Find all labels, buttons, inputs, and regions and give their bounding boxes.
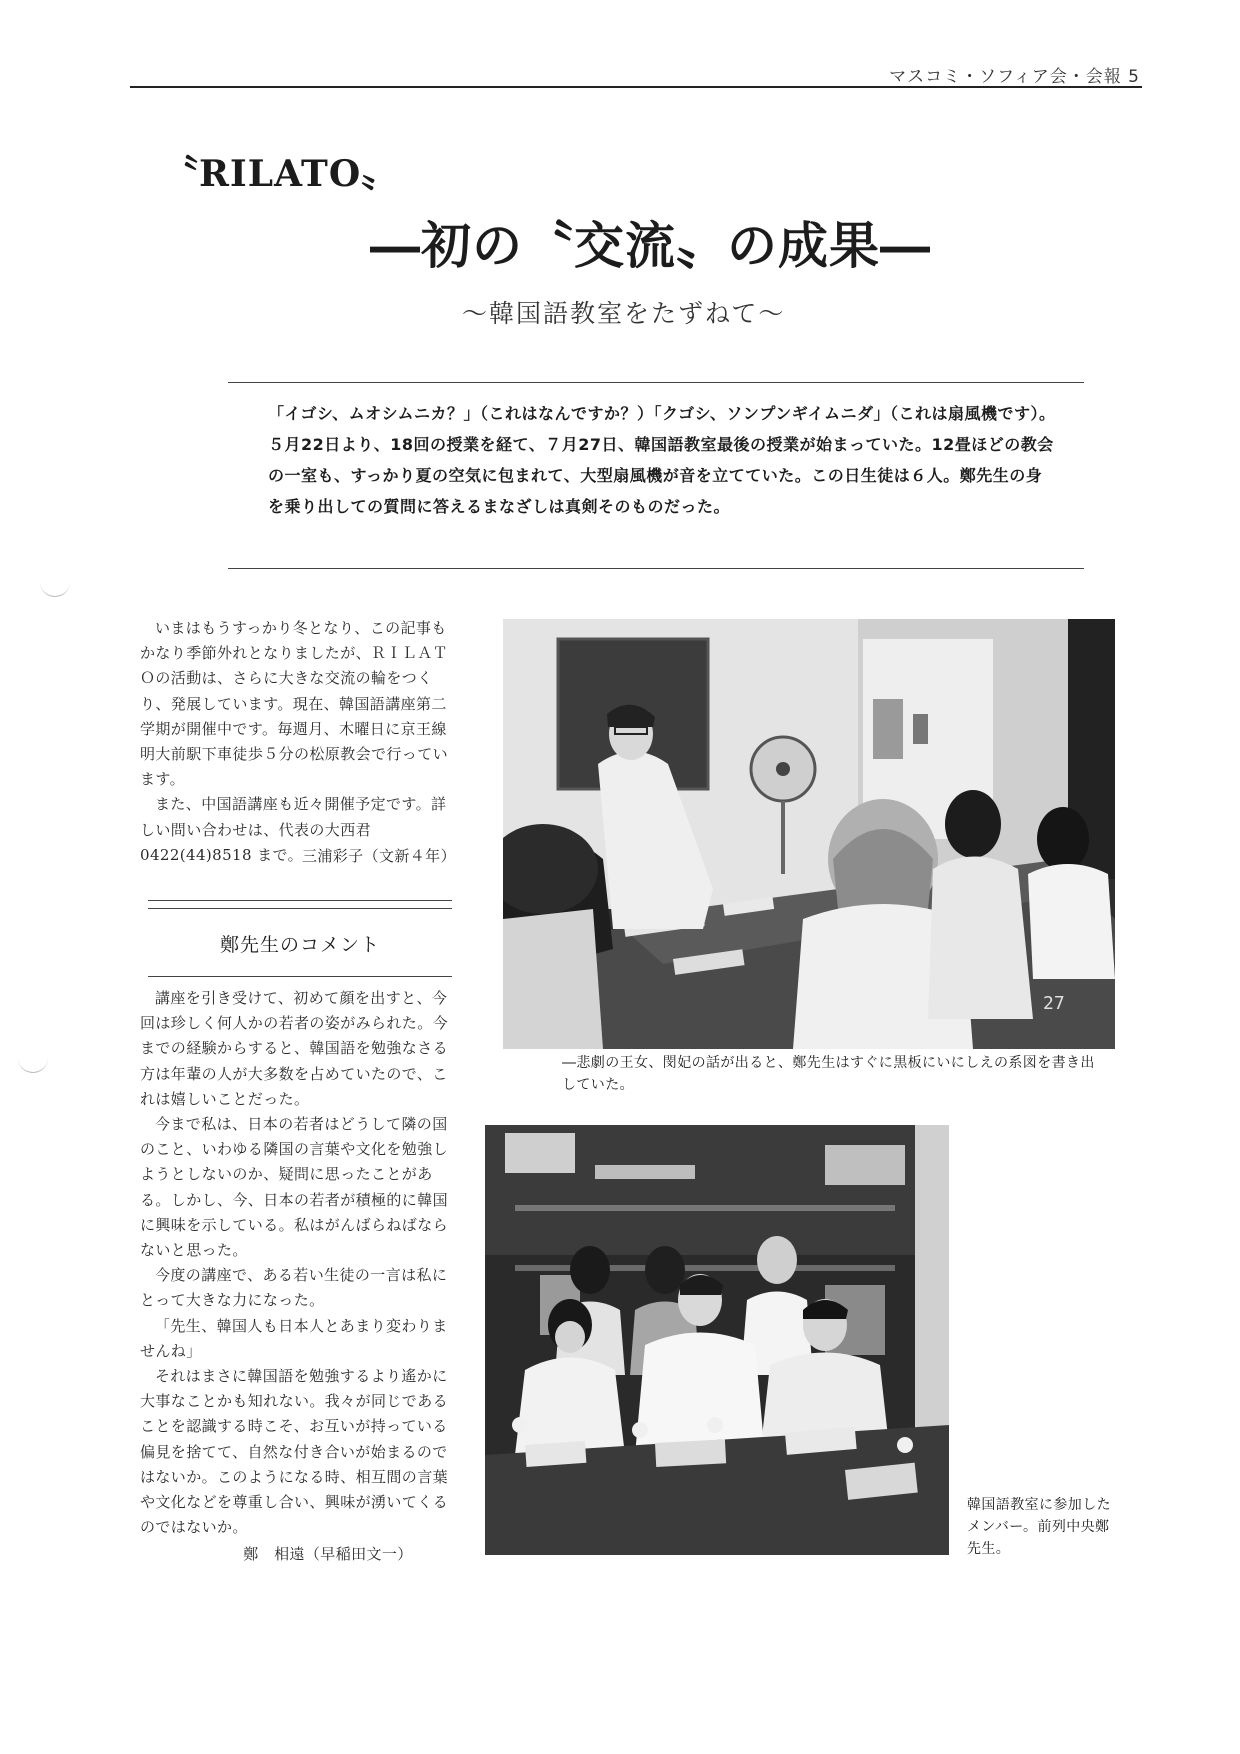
comment-paragraph: 今まで私は、日本の若者はどうして隣の国のこと、いわゆる隣国の言葉や文化を勉強しようとしないのか、疑問に思ったことがある。しかし、今、日本の若者が積極的に韓国に興味を示している。私はがんばらねばならないと思った。 [140,1115,449,1260]
scan-edge-mark [40,582,70,597]
article-headline: ―初の〝交流〟の成果― [370,216,931,275]
intro-paragraph: また、中国語講座も近々開催予定です。詳しい問い合わせは、代表の大西君 0422(44)8518 まで。 [140,795,447,864]
lead-rule-bottom [228,568,1084,569]
comment-paragraph: 講座を引き受けて、初めて顔を出すと、今回は珍しく何人かの若者の姿がみられた。今までの経験からすると、韓国語を勉強なさる方は年輩の人が大多数を占めていたので、これは嬉しいことだった。 [140,989,449,1108]
intro-paragraph: いまはもうすっかり冬となり、この記事もかなり季節外れとなりましたが、ＲＩＬＡＴＯの活動は、さらに大きな交流の輪をつくり、発展しています。現在、韓国語講座第二学期が開催中です。毎週月、木曜日に京王線明大前駅下車徒歩５分の松原教会で行っています。 [140,619,449,789]
group-photo [485,1125,949,1555]
classroom-photo-stamp: 27 [1043,993,1065,1014]
comment-paragraph: それはまさに韓国語を勉強するより遙かに大事なことかも知れない。我々が同じであることを認識する時こそ、お互いが持っている偏見を捨てて、自然な付き合いが始まるのではないか。このようになる時、相互間の言葉や文化などを尊重し合い、興味が湧いてくるのではないか。 [140,1367,449,1537]
article-brand: 〝RILATO〟 [162,153,399,195]
comment-rule-top [148,900,452,901]
group-photo-caption: 韓国語教室に参加したメンバー。前列中央鄭先生。 [967,1497,1111,1557]
comment-quote: 「先生、韓国人も日本人とあまり変わりませんね」 [140,1316,448,1360]
comment-signature: 鄭 相遠（早稲田文一） [243,1545,413,1564]
lead-rule-top [228,382,1084,383]
comment-rule-top-second [148,908,452,909]
intro-column [140,616,456,869]
classroom-photo [503,619,1115,1049]
comment-heading: 鄭先生のコメント [219,934,380,956]
comment-rule-bottom [148,976,452,977]
lead-text: 「イゴシ、ムオシムニカ？」（これはなんですか？）「クゴシ、ソンプンギイムニダ」（これは扇風機です）。 ５月22日より、18回の授業を経て、７月27日、韓国語教室最後の授業が始まっていた。12畳ほどの教会の一室も、すっかり夏の空気に包まれて、大型扇風機が音を立てていた。この日生徒は６人。鄭先生の身を乗り出しての質問に答えるまなざしは真剣そのものだった。 [268,404,1056,516]
article-lead [268,398,1058,522]
comment-paragraph: 今度の講座で、ある若い生徒の一言は私にとって大きな力になった。 [140,1266,448,1310]
intro-signature: 三浦彩子（文新４年） [301,847,456,866]
article-subtitle: 〜韓国語教室をたずねて〜 [462,299,786,328]
classroom-photo-caption: ―悲劇の王女、閔妃の話が出ると、鄭先生はすぐに黒板にいにしえの系図を書き出していた。 [562,1055,1095,1093]
scan-edge-mark [18,1058,48,1073]
comment-column [140,986,456,1568]
page-header-title: マスコミ・ソフィア会・会報 5 [889,67,1140,87]
header-rule [130,86,1142,88]
